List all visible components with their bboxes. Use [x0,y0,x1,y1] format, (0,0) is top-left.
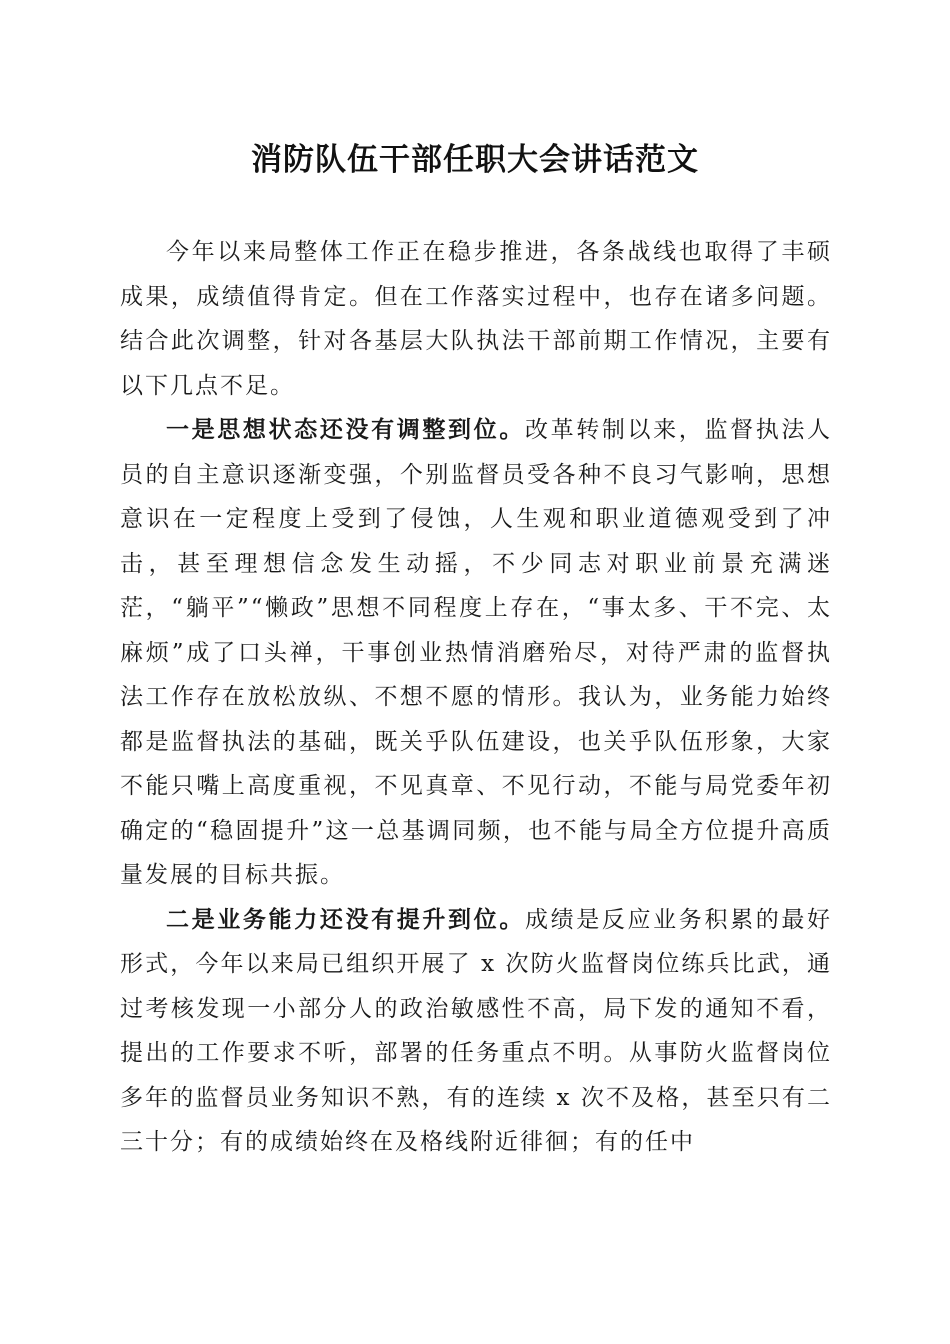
paragraph-point-one-heading: 一是思想状态还没有调整到位。 [166,416,525,443]
document-body [120,230,832,1165]
paragraph-point-one [120,408,832,898]
paragraph-point-two-text: 成绩是反应业务积累的最好形式，今年以来局已组织开展了 x 次防火监督岗位练兵比武，通过考核发现一小部分人的政治敏感性不高，局下发的通知不看，提出的工作要求不听，部署的任务重点不明。从事防火监督岗位多年的监督员业务知识不熟，有的连续 x 次不及格，甚至只有二三十分；有的成绩始终在及格线附近徘徊；有的任中 [120,906,833,1155]
paragraph-point-one-text: 改革转制以来，监督执法人员的自主意识逐渐变强，个别监督员受各种不良习气影响，思想意识在一定程度上受到了侵蚀，人生观和职业道德观受到了冲击，甚至理想信念发生动摇，不少同志对职业前景充满迷茫，“躺平”“懒政”思想不同程度上存在，“事太多、干不完、太麻烦”成了口头禅，干事创业热情消磨殆尽，对待严肃的监督执法工作存在放松放纵、不想不愿的情形。我认为，业务能力始终都是监督执法的基础，既关乎队伍建设，也关乎队伍形象，大家不能只嘴上高度重视，不见真章、不见行动，不能与局党委年初确定的“稳固提升”这一总基调同频，也不能与局全方位提升高质量发展的目标共振。 [120,417,833,888]
document-title: 消防队伍干部任职大会讲话范文 [251,142,699,178]
paragraph-intro [120,230,832,408]
paragraph-intro-text: 今年以来局整体工作正在稳步推进，各条战线也取得了丰硕成果，成绩值得肯定。但在工作落实过程中，也存在诸多问题。结合此次调整，针对各基层大队执法干部前期工作情况，主要有以下几点不足。 [120,239,832,399]
paragraph-point-two-heading: 二是业务能力还没有提升到位。 [166,905,525,933]
paragraph-point-two [120,898,832,1165]
